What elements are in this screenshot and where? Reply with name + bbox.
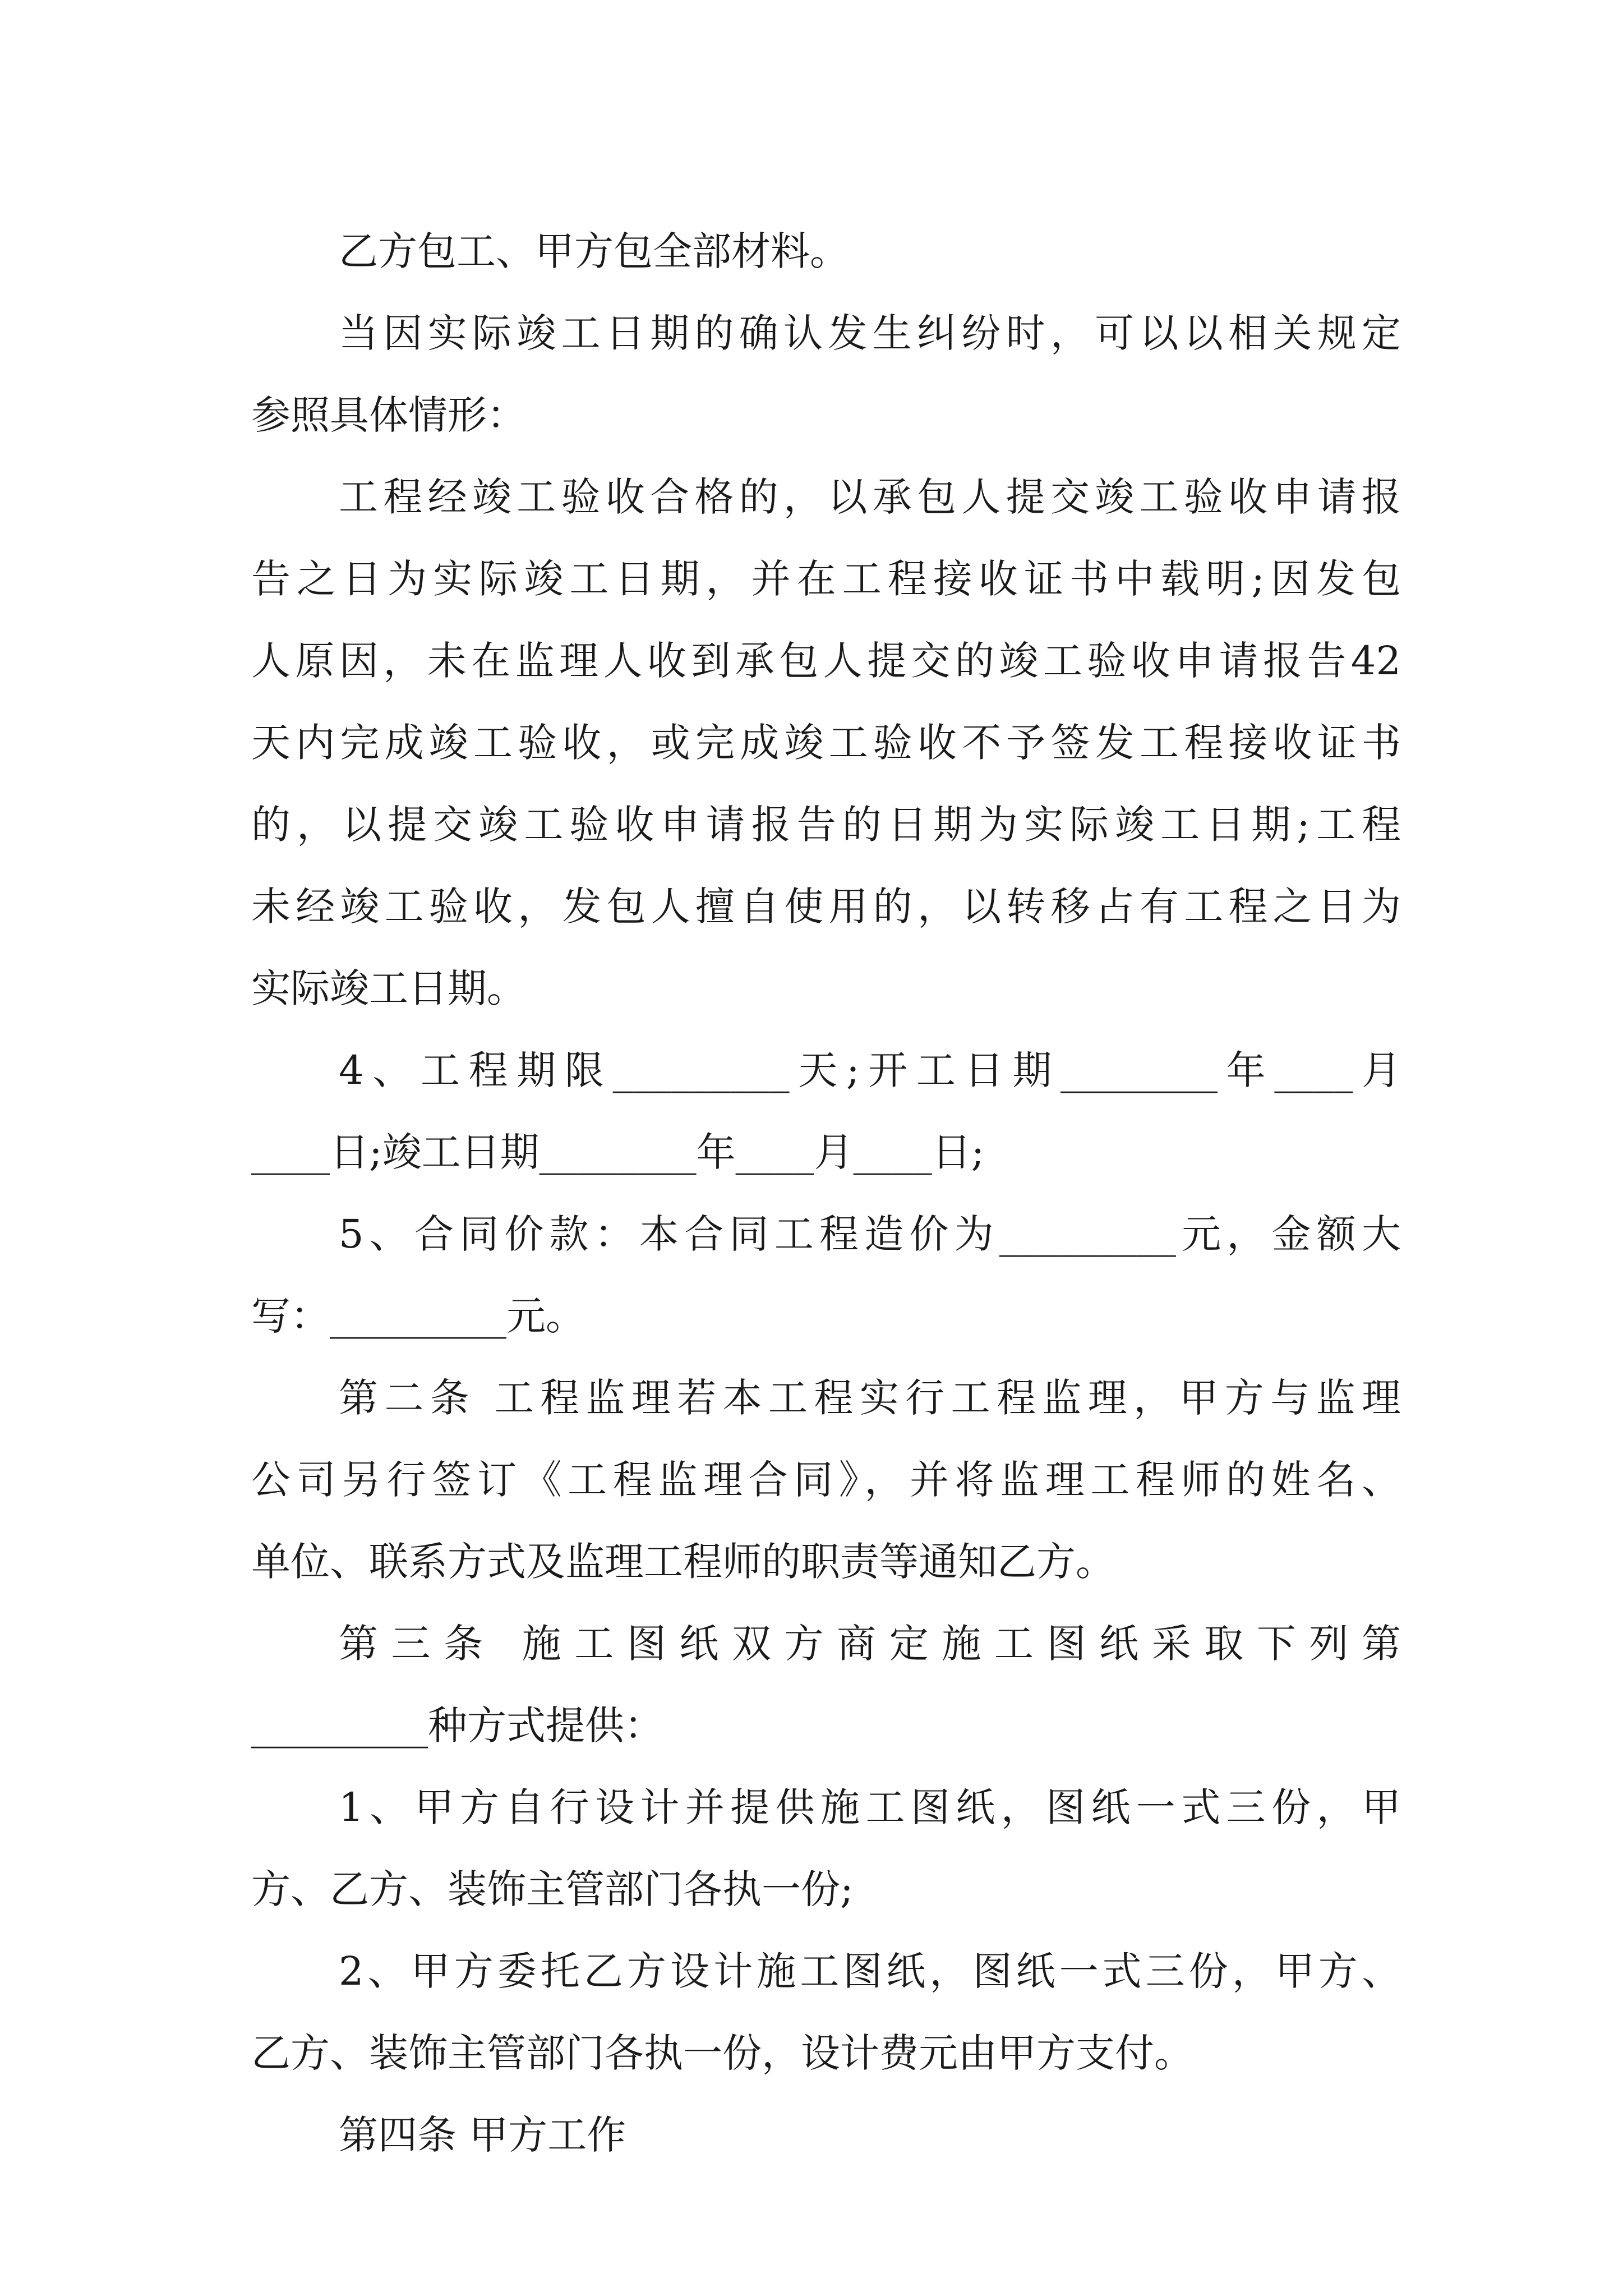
text-line: 当因实际竣工日期的确认发生纠纷时，可以以相关规定 xyxy=(339,310,1401,356)
text-line: 未经竣工验收，发包人擅自使用的，以转移占有工程之日为 xyxy=(251,884,1401,930)
section-heading-line: 第三条 施工图纸双方商定施工图纸采取下列第 xyxy=(339,1621,1401,1667)
text-line: 单位、联系方式及监理工程师的职责等通知乙方。 xyxy=(251,1539,1115,1585)
text-line: 乙方包工、甲方包全部材料。 xyxy=(339,228,849,274)
text-line: 人原因，未在监理人收到承包人提交的竣工验收申请报告42 xyxy=(251,638,1401,684)
text-line: 天内完成竣工验收，或完成竣工验收不予签发工程接收证书 xyxy=(251,720,1401,766)
text-line: 实际竣工日期。 xyxy=(251,965,526,1011)
text-line: _________种方式提供： xyxy=(251,1703,663,1749)
section-heading-line: 第四条 甲方工作 xyxy=(339,2112,626,2158)
text-line: ____日;竣工日期________年____月____日; xyxy=(251,1129,985,1175)
text-line: 1、甲方自行设计并提供施工图纸，图纸一式三份，甲 xyxy=(339,1784,1401,1830)
text-line: 的，以提交竣工验收申请报告的日期为实际竣工日期;工程 xyxy=(251,802,1401,848)
text-line: 2、甲方委托乙方设计施工图纸，图纸一式三份，甲方、 xyxy=(339,1948,1401,1994)
text-line: 告之日为实际竣工日期，并在工程接收证书中载明;因发包 xyxy=(251,556,1401,602)
text-line: 方、乙方、装饰主管部门各执一份; xyxy=(251,1866,854,1912)
text-line: 工程经竣工验收合格的，以承包人提交竣工验收申请报 xyxy=(339,474,1401,520)
text-line: 5、合同价款：本合同工程造价为_________元，金额大 xyxy=(339,1211,1401,1257)
document-body xyxy=(251,210,1401,2176)
text-line: 写：_________元。 xyxy=(251,1293,585,1339)
text-line: 4、工程期限_________天;开工日期________年____月 xyxy=(339,1047,1401,1093)
text-line: 参照具体情形： xyxy=(251,392,526,438)
section-heading-line: 第二条 工程监理若本工程实行工程监理，甲方与监理 xyxy=(339,1375,1401,1421)
text-line: 公司另行签订《工程监理合同》，并将监理工程师的姓名、 xyxy=(251,1457,1401,1503)
text-line: 乙方、装饰主管部门各执一份，设计费元由甲方支付。 xyxy=(251,2030,1193,2076)
